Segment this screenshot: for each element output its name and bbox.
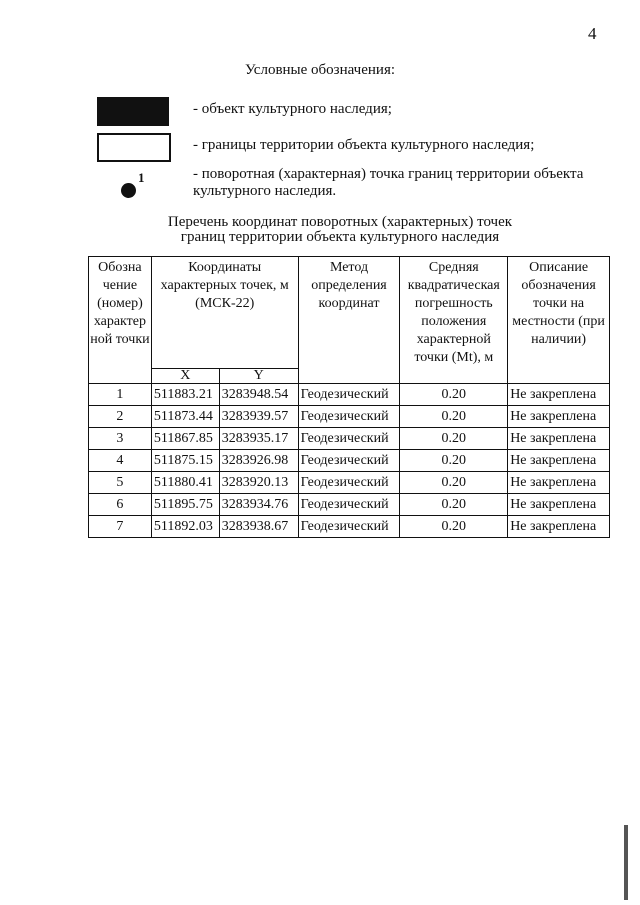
legend-item-territory-boundary: - границы территории объекта культурного наследия; — [193, 137, 535, 153]
table-row — [89, 472, 610, 494]
table-row — [89, 494, 610, 516]
cell-method: Геодезический — [298, 450, 400, 472]
cell-point-number: 5 — [89, 472, 152, 494]
cell-point-number: 7 — [89, 516, 152, 538]
cell-description: Не закреплена — [508, 472, 610, 494]
cell-y: 3283939.57 — [219, 406, 298, 428]
header-method: Метод определения координат — [298, 257, 400, 384]
cell-point-number: 1 — [89, 384, 152, 406]
table-row — [89, 516, 610, 538]
scan-margin-mark — [624, 825, 628, 900]
cell-method: Геодезический — [298, 472, 400, 494]
header-description: Описание обозначения точки на местности (при наличии) — [508, 257, 610, 384]
cell-y: 3283926.98 — [219, 450, 298, 472]
cell-y: 3283920.13 — [219, 472, 298, 494]
legend-item-turning-point: - поворотная (характерная) точка границ территории объекта культурного наследия. — [193, 166, 584, 199]
cell-x: 511883.21 — [151, 384, 219, 406]
cell-error: 0.20 — [400, 406, 508, 428]
cell-method: Геодезический — [298, 384, 400, 406]
cell-error: 0.20 — [400, 384, 508, 406]
list-title-line-2: границ территории объекта культурного наследия — [180, 229, 500, 245]
cell-error: 0.20 — [400, 472, 508, 494]
cell-description: Не закреплена — [508, 406, 610, 428]
heritage-object-symbol — [97, 97, 169, 126]
cell-point-number: 3 — [89, 428, 152, 450]
header-error: Средняя квадратическая погрешность положения характерной точки (Mt), м — [400, 257, 508, 384]
header-coordinates: Координаты характерных точек, м (МСК-22) — [151, 257, 298, 369]
territory-boundary-symbol — [97, 133, 171, 162]
cell-x: 511895.75 — [151, 494, 219, 516]
list-title-line-1: Перечень координат поворотных (характерных) точек — [167, 214, 513, 230]
cell-point-number: 6 — [89, 494, 152, 516]
table-row — [89, 450, 610, 472]
cell-point-number: 4 — [89, 450, 152, 472]
page-number: 4 — [588, 24, 597, 43]
coordinates-list-title — [140, 215, 540, 245]
legend-title: Условные обозначения: — [244, 62, 396, 78]
cell-description: Не закреплена — [508, 384, 610, 406]
cell-y: 3283934.76 — [219, 494, 298, 516]
cell-error: 0.20 — [400, 450, 508, 472]
cell-method: Геодезический — [298, 494, 400, 516]
cell-method: Геодезический — [298, 428, 400, 450]
table-row — [89, 428, 610, 450]
cell-error: 0.20 — [400, 428, 508, 450]
cell-description: Не закреплена — [508, 450, 610, 472]
header-point: Обозна чение (номер) характер ной точки — [89, 257, 152, 384]
cell-x: 511867.85 — [151, 428, 219, 450]
cell-x: 511875.15 — [151, 450, 219, 472]
cell-point-number: 2 — [89, 406, 152, 428]
table-row — [89, 384, 610, 406]
turning-point-dot-icon — [121, 183, 136, 198]
cell-x: 511892.03 — [151, 516, 219, 538]
cell-y: 3283938.67 — [219, 516, 298, 538]
cell-method: Геодезический — [298, 406, 400, 428]
header-y: Y — [219, 368, 298, 383]
legend-item-heritage-object: - объект культурного наследия; — [193, 101, 392, 117]
cell-method: Геодезический — [298, 516, 400, 538]
cell-y: 3283935.17 — [219, 428, 298, 450]
table-row — [89, 406, 610, 428]
cell-x: 511880.41 — [151, 472, 219, 494]
cell-error: 0.20 — [400, 494, 508, 516]
header-x: X — [151, 368, 219, 383]
cell-description: Не закреплена — [508, 516, 610, 538]
cell-description: Не закреплена — [508, 428, 610, 450]
turning-point-dot-label: 1 — [138, 170, 145, 185]
cell-description: Не закреплена — [508, 494, 610, 516]
coordinates-table — [88, 256, 610, 538]
cell-x: 511873.44 — [151, 406, 219, 428]
cell-error: 0.20 — [400, 516, 508, 538]
cell-y: 3283948.54 — [219, 384, 298, 406]
